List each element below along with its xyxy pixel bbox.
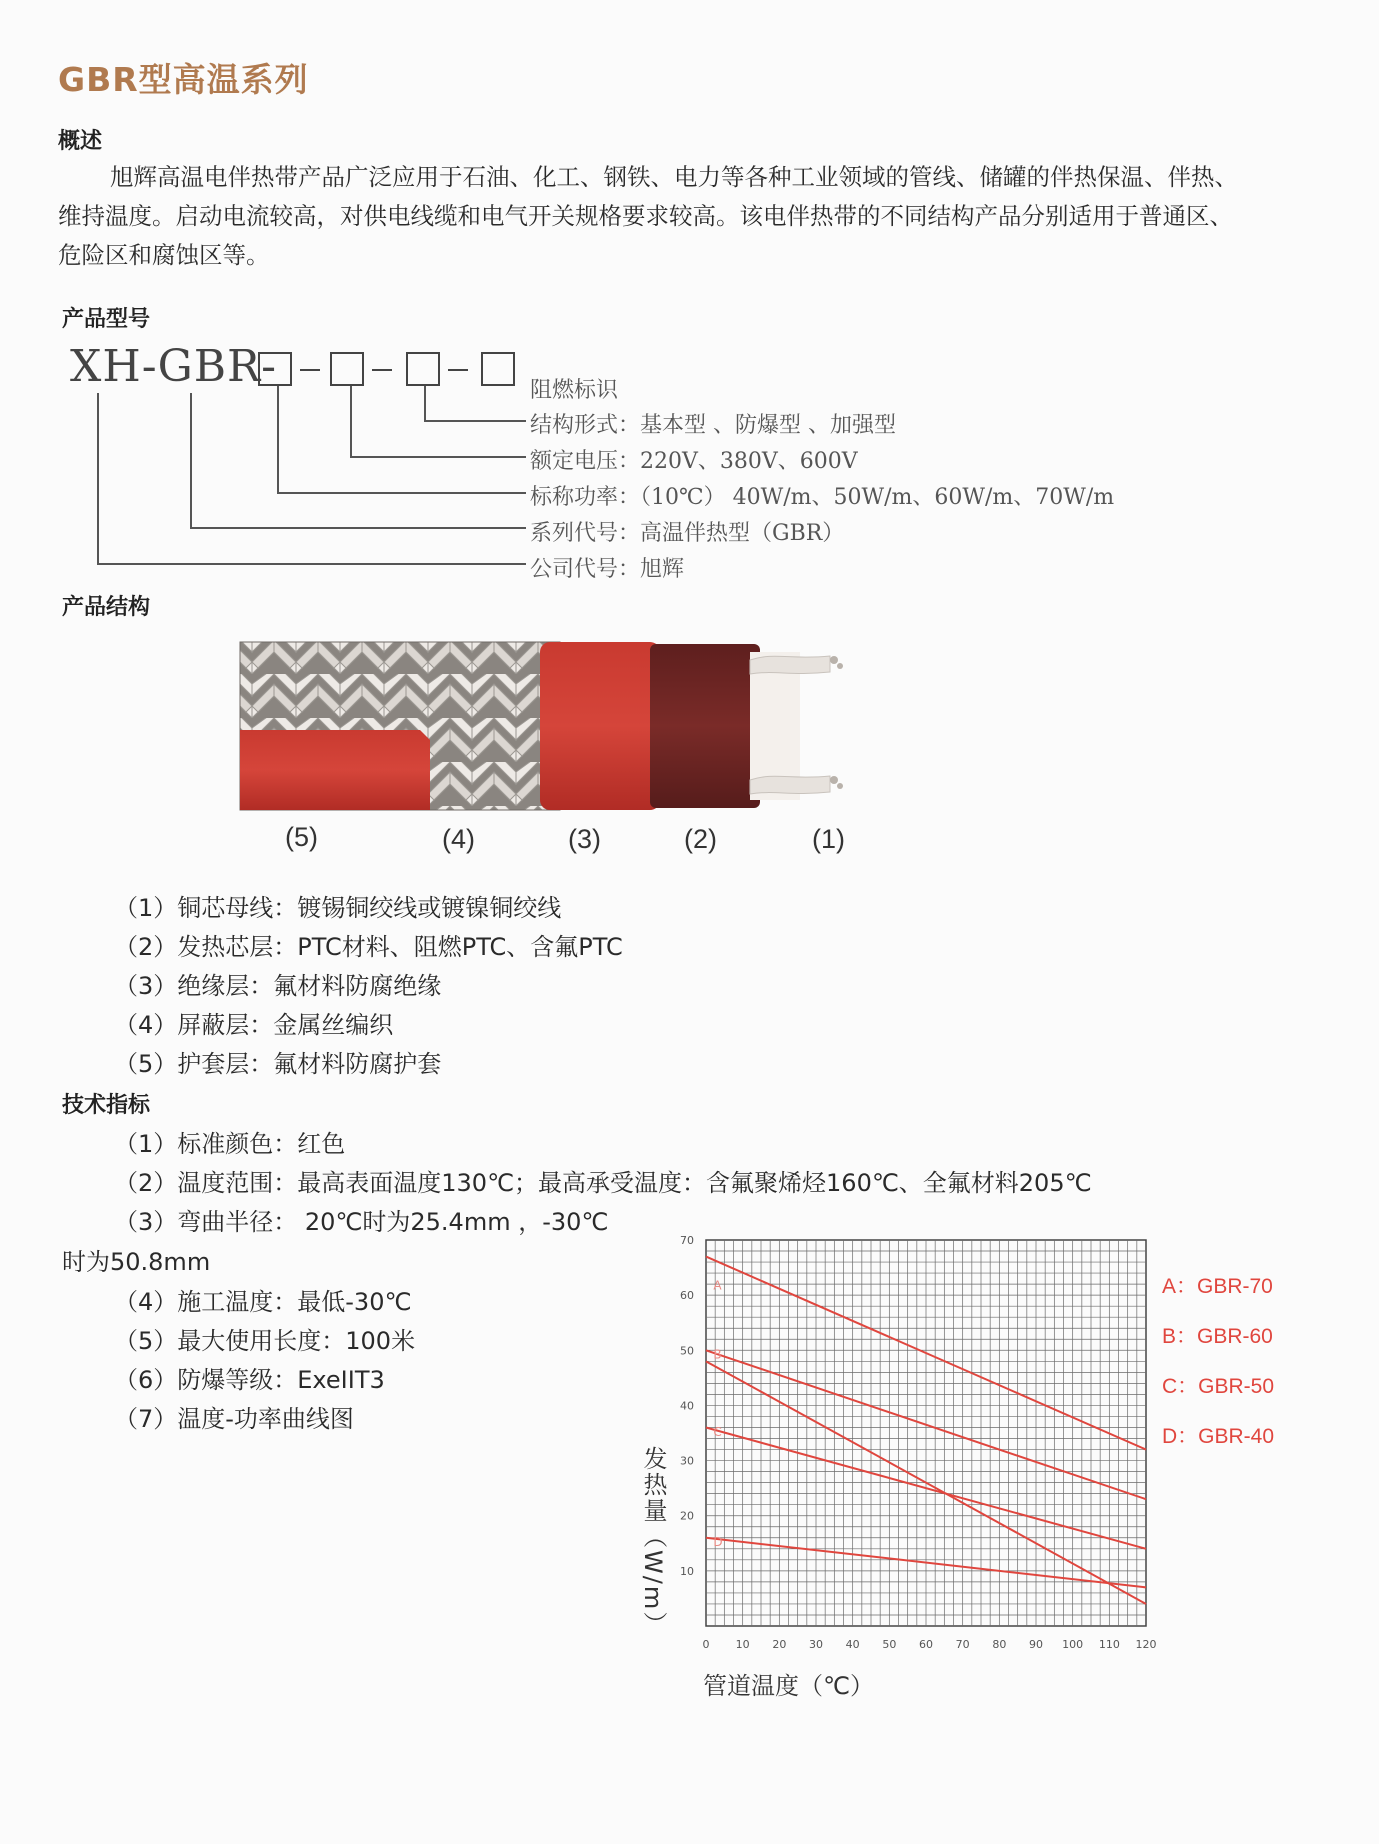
spec-item-6: （6）防爆等级：ExeIIT3 xyxy=(114,1366,385,1394)
spec-item-1: （1）标准颜色：红色 xyxy=(114,1130,346,1158)
bus-wire-top xyxy=(750,656,830,674)
model-label-flame: 阻燃标识 xyxy=(530,378,619,403)
bus-wire-bottom xyxy=(750,776,830,794)
code-dash xyxy=(448,369,468,371)
flame-code-box xyxy=(481,352,515,386)
connector-line xyxy=(97,393,99,565)
x-tick-label: 100 xyxy=(1062,1638,1084,1650)
model-label-series: 系列代号：高温伴热型（GBR） xyxy=(530,521,845,546)
connector-line xyxy=(424,420,526,422)
model-heading: 产品型号 xyxy=(62,307,151,332)
specs-heading: 技术指标 xyxy=(62,1093,151,1118)
outer-jacket-layer xyxy=(240,730,430,810)
model-label-company: 公司代号：旭辉 xyxy=(530,557,685,582)
structure-item-3: （3）绝缘层：氟材料防腐绝缘 xyxy=(114,972,442,1000)
y-tick-label: 50 xyxy=(680,1344,694,1358)
spec-item-3: （3）弯曲半径： 20℃时为25.4mm ，-30℃ xyxy=(114,1208,609,1236)
connector-line xyxy=(190,393,192,529)
x-tick-label: 120 xyxy=(1135,1638,1157,1650)
curve-letter: D xyxy=(713,1535,723,1550)
connector-line xyxy=(350,386,352,458)
curve-letter: B xyxy=(713,1347,722,1362)
legend-d: D：GBR-40 xyxy=(1162,1425,1275,1448)
page-title: GBR型高温系列 xyxy=(58,60,309,99)
code-dash xyxy=(372,369,392,371)
connector-line xyxy=(350,456,526,458)
x-tick-label: 60 xyxy=(919,1638,933,1650)
code-dash xyxy=(300,369,320,371)
part-label-1: (1) xyxy=(812,824,845,854)
connector-line xyxy=(97,563,526,565)
chart-y-axis-label: 发热量（W/m） xyxy=(639,1446,667,1638)
y-tick-label: 40 xyxy=(680,1399,694,1413)
structure-code-box xyxy=(406,352,440,386)
spec-item-2: （2）温度范围：最高表面温度130℃；最高承受温度：含氟聚烯烃160℃、全氟材料205℃ xyxy=(114,1169,1092,1197)
spec-item-7: （7）温度-功率曲线图 xyxy=(114,1405,354,1433)
part-label-4: (4) xyxy=(442,824,475,854)
x-tick-label: 0 xyxy=(702,1638,710,1650)
x-tick-label: 90 xyxy=(1029,1638,1043,1650)
x-tick-label: 40 xyxy=(845,1638,860,1650)
part-label-2: (2) xyxy=(684,824,717,854)
x-tick-label: 10 xyxy=(735,1638,750,1650)
x-tick-label: 70 xyxy=(955,1638,970,1650)
curve-letter: C xyxy=(713,1424,722,1439)
model-label-voltage: 额定电压：220V、380V、600V xyxy=(530,449,858,474)
connector-line xyxy=(277,492,526,494)
chart-x-axis-label: 管道温度（℃） xyxy=(703,1672,874,1700)
model-code-diagram xyxy=(0,0,1379,600)
overview-text: 旭辉高温电伴热带产品广泛应用于石油、化工、钢铁、电力等各种工业领域的管线、储罐的伴热保温、伴热、维持温度。启动电流较高，对供电线缆和电气开关规格要求较高。该电伴热带的不同结构产品分别适用于普通区、危险区和腐蚀区等。 xyxy=(58,163,1238,269)
model-label-power: 标称功率：（10℃） 40W/m、50W/m、60W/m、70W/m xyxy=(530,485,1115,510)
x-tick-label: 20 xyxy=(772,1638,787,1650)
connector-line xyxy=(190,527,526,529)
y-tick-label: 70 xyxy=(680,1234,694,1247)
heating-core-layer xyxy=(650,644,760,808)
x-tick-label: 110 xyxy=(1098,1638,1120,1650)
legend-b: B：GBR-60 xyxy=(1162,1325,1273,1348)
part-label-5: (5) xyxy=(285,822,318,852)
spec-item-4: （4）施工温度：最低-30℃ xyxy=(114,1288,412,1316)
connector-line xyxy=(277,386,279,494)
curve-letter: A xyxy=(713,1278,722,1293)
insulation-layer xyxy=(540,642,660,810)
y-tick-label: 60 xyxy=(680,1289,694,1303)
structure-item-5: （5）护套层：氟材料防腐护套 xyxy=(114,1050,442,1078)
structure-item-2: （2）发热芯层：PTC材料、阻燃PTC、含氟PTC xyxy=(114,933,623,961)
cable-structure-illustration xyxy=(230,630,880,830)
part-label-3: (3) xyxy=(568,824,601,854)
spec-item-3-cont: 时为50.8mm xyxy=(62,1248,211,1276)
x-tick-label: 50 xyxy=(882,1638,897,1650)
y-tick-labels xyxy=(680,1234,694,1578)
structure-item-1: （1）铜芯母线：镀锡铜绞线或镀镍铜绞线 xyxy=(114,894,562,922)
spec-item-5: （5）最大使用长度：100米 xyxy=(114,1327,416,1355)
voltage-code-box xyxy=(330,352,364,386)
structure-heading: 产品结构 xyxy=(62,595,151,620)
overview-heading: 概述 xyxy=(58,129,103,154)
connector-line xyxy=(424,386,426,422)
y-tick-label: 10 xyxy=(680,1564,694,1578)
x-tick-label: 80 xyxy=(992,1638,1007,1650)
structure-item-4: （4）屏蔽层：金属丝编织 xyxy=(114,1011,394,1039)
model-label-structure: 结构形式：基本型 、防爆型 、加强型 xyxy=(530,413,896,438)
model-code-prefix: XH-GBR- xyxy=(70,341,278,392)
temperature-power-chart xyxy=(660,1230,1180,1650)
y-tick-label: 30 xyxy=(680,1454,694,1468)
x-tick-labels xyxy=(703,1638,1157,1650)
y-tick-label: 20 xyxy=(680,1509,694,1523)
power-code-box xyxy=(258,352,292,386)
legend-a: A：GBR-70 xyxy=(1162,1275,1273,1298)
x-tick-label: 30 xyxy=(809,1638,823,1650)
legend-c: C：GBR-50 xyxy=(1162,1375,1275,1398)
